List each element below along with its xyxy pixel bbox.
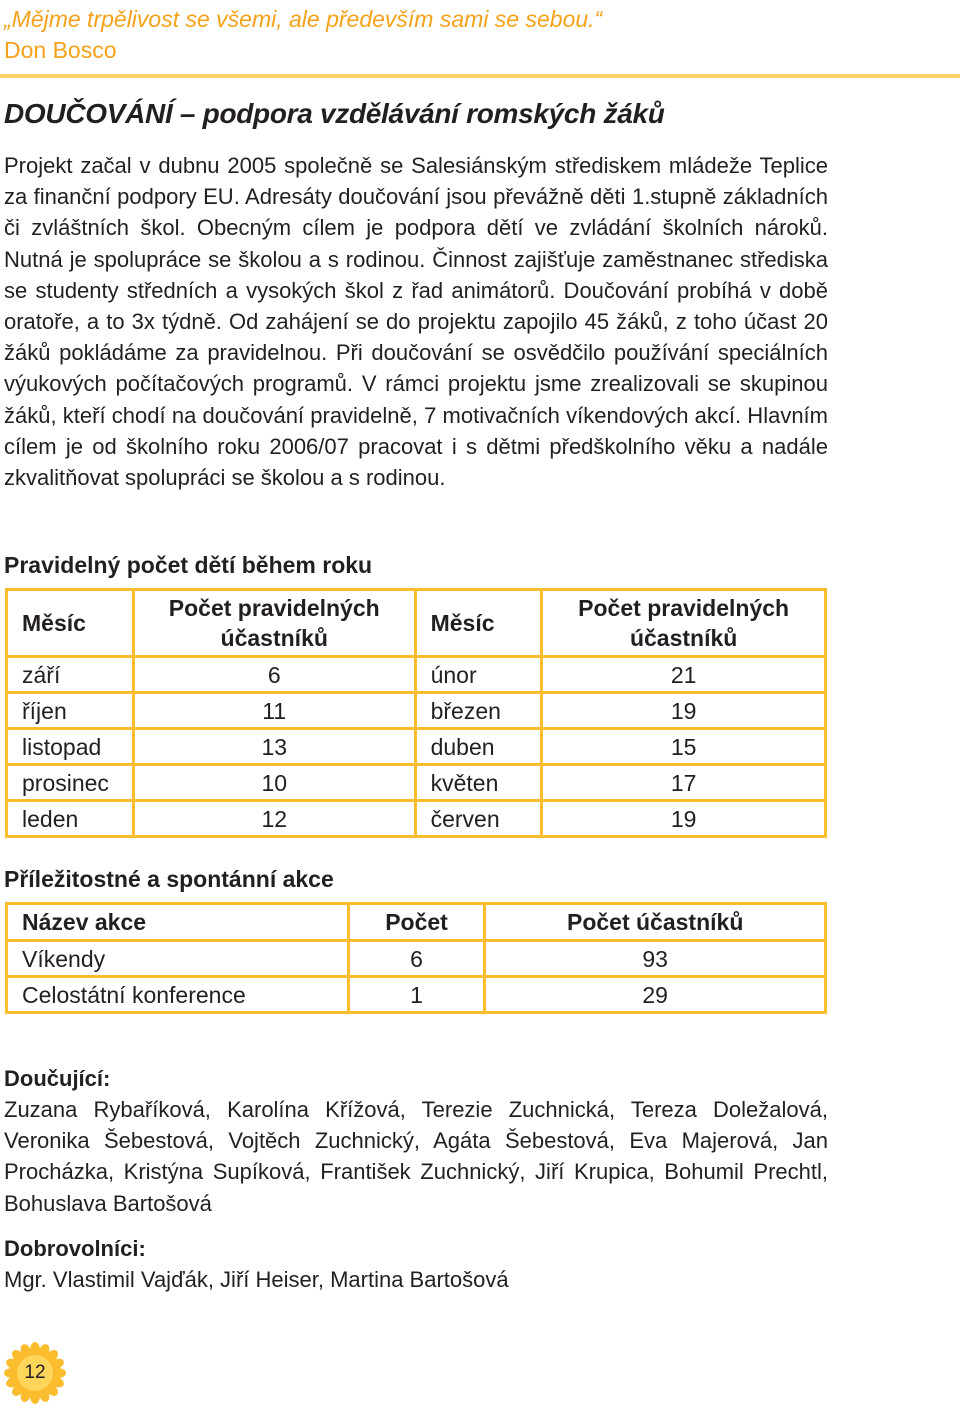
- count-cell: 19: [542, 693, 826, 729]
- month-cell: září: [7, 657, 134, 693]
- count-cell: 12: [133, 801, 415, 837]
- quote: [4, 4, 944, 66]
- table-header-row: [7, 590, 826, 657]
- table-header-row: [7, 904, 826, 941]
- events-table: [5, 902, 827, 1014]
- count-cell: 11: [133, 693, 415, 729]
- header-divider: [0, 74, 960, 78]
- column-header-count: Počet: [348, 904, 485, 941]
- monthly-table-heading: Pravidelný počet dětí během roku: [4, 552, 373, 578]
- column-header-month: Měsíc: [415, 590, 542, 657]
- quote-text: „Mějme trpělivost se všemi, ale především sami se sebou.“: [4, 6, 603, 32]
- participants-cell: 93: [485, 941, 826, 977]
- count-cell: 21: [542, 657, 826, 693]
- quote-author: Don Bosco: [4, 37, 117, 63]
- month-cell: únor: [415, 657, 542, 693]
- count-cell: 6: [133, 657, 415, 693]
- month-cell: duben: [415, 729, 542, 765]
- event-name-cell: Celostátní konference: [7, 977, 349, 1013]
- month-cell: prosinec: [7, 765, 134, 801]
- count-cell: 19: [542, 801, 826, 837]
- month-cell: listopad: [7, 729, 134, 765]
- month-cell: květen: [415, 765, 542, 801]
- column-header-month: Měsíc: [7, 590, 134, 657]
- month-cell: říjen: [7, 693, 134, 729]
- count-cell: 10: [133, 765, 415, 801]
- event-count-cell: 1: [348, 977, 485, 1013]
- column-header-participants: Počet účastníků: [485, 904, 826, 941]
- event-count-cell: 6: [348, 941, 485, 977]
- month-cell: leden: [7, 801, 134, 837]
- count-cell: 17: [542, 765, 826, 801]
- monthly-attendance-table: [5, 588, 827, 838]
- month-cell: červen: [415, 801, 542, 837]
- column-header-count: Počet pravidelných účastníků: [133, 590, 415, 657]
- event-name-cell: Víkendy: [7, 941, 349, 977]
- table-row: [7, 977, 826, 1013]
- volunteers-heading: Dobrovolníci:: [4, 1236, 146, 1261]
- table-row: [7, 693, 826, 729]
- count-cell: 13: [133, 729, 415, 765]
- table-row: [7, 729, 826, 765]
- month-cell: březen: [415, 693, 542, 729]
- page-number: 12: [24, 1362, 46, 1383]
- participants-cell: 29: [485, 977, 826, 1013]
- table-row: [7, 941, 826, 977]
- table-row: [7, 765, 826, 801]
- volunteers-list: Mgr. Vlastimil Vajďák, Jiří Heiser, Martina Bartošová: [4, 1267, 509, 1292]
- table-row: [7, 657, 826, 693]
- article-title: DOUČOVÁNÍ – podpora vzdělávání romských žáků: [4, 98, 665, 129]
- page-number-badge: [4, 1342, 66, 1404]
- events-table-heading: Příležitostné a spontánní akce: [4, 866, 334, 892]
- article-body: Projekt začal v dubnu 2005 společně se Salesiánským střediskem mládeže Teplice za finanční podpory EU. Adresáty doučování jsou převážně děti 1.stupně základních či zvláštních škol. Obecným cílem je podpora dětí ve zvládání školních nároků. Nutná je spolupráce se školou a s rodinou. Činnost zajišťuje zaměstnanec střediska se studenty středních a vysokých škol z řad animátorů. Doučování probíhá v době oratoře, a to 3x týdně. Od zahájení se do projektu zapojilo 45 žáků, z toho účast 20 žáků pokládáme za pravidelnou. Při doučování se osvědčilo používání speciálních výukových počítačových programů. V rámci projektu jsme zrealizovali se skupinou žáků, kteří chodí na doučování pravidelně, 7 motivačních víkendových akcí. Hlavním cílem je od školního roku 2006/07 pracovat i s dětmi předškolního věku a nadále zkvalitňovat spolupráci se školou a s rodinou.: [4, 153, 828, 491]
- tutors-heading: Doučující:: [4, 1066, 111, 1091]
- count-cell: 15: [542, 729, 826, 765]
- tutors-list: Zuzana Rybaříková, Karolína Křížová, Terezie Zuchnická, Tereza Doležalová, Veronika Šebestová, Vojtěch Zuchnický, Agáta Šebestová, Eva Majerová, Jan Procházka, Kristýna Supíková, František Zuchnický, Jiří Krupica, Bohumil Prechtl, Bohuslava Bartošová: [4, 1097, 828, 1216]
- column-header-event-name: Název akce: [7, 904, 349, 941]
- column-header-count: Počet pravidelných účastníků: [542, 590, 826, 657]
- table-row: [7, 801, 826, 837]
